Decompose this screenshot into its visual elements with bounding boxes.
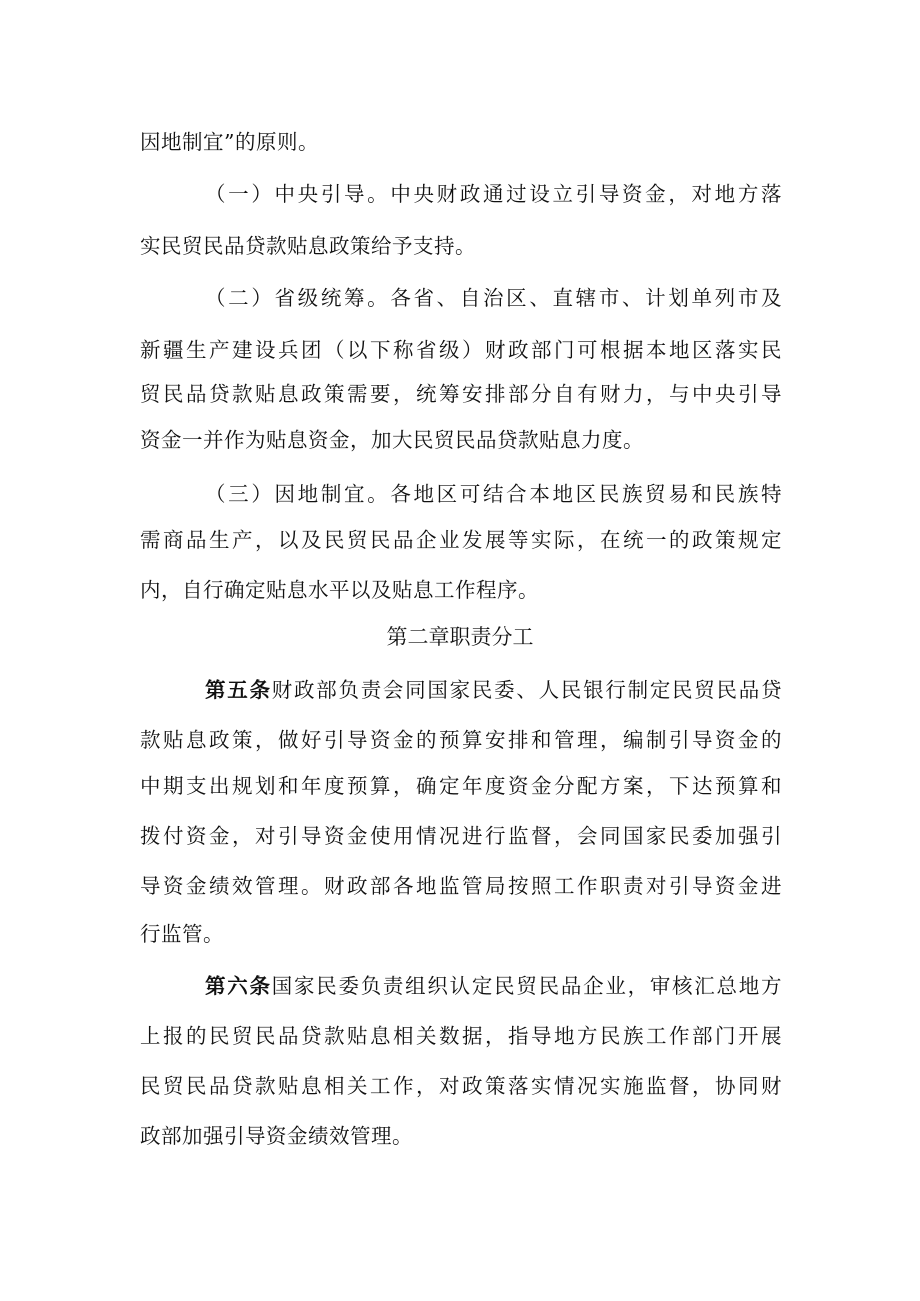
principle-2-line: 资金一并作为贴息资金，加大民贸民品贷款贴息力度。 [140, 428, 644, 452]
article-5-line: 中期支出规划和年度预算，确定年度资金分配方案，下达预算和 [140, 774, 782, 798]
principle-1-line: （一）中央引导。中央财政通过设立引导资金，对地方落 [205, 182, 782, 206]
article-6-first-line [205, 966, 782, 1006]
article-5-label: 第五条 [205, 678, 272, 702]
article-6-line: 政部加强引导资金绩效管理。 [140, 1124, 413, 1148]
principle-3-line: （三）因地制宜。各地区可结合本地区民族贸易和民族特 [205, 482, 782, 506]
article-5-line: 行监管。 [140, 922, 224, 946]
article-5-text: 财政部负责会同国家民委、人民银行制定民贸民品贷 [271, 678, 783, 702]
article-5-line: 导资金绩效管理。财政部各地监管局按照工作职责对引导资金进 [140, 874, 782, 898]
article-6-label: 第六条 [205, 974, 272, 998]
chapter-heading: 第二章职责分工 [386, 625, 534, 649]
article-6-line: 上报的民贸民品贷款贴息相关数据，指导地方民族工作部门开展 [140, 1024, 782, 1048]
article-6-text: 国家民委负责组织认定民贸民品企业，审核汇总地方 [271, 974, 783, 998]
article-5-line: 款贴息政策，做好引导资金的预算安排和管理，编制引导资金的 [140, 728, 782, 752]
principle-2-line: 新疆生产建设兵团（以下称省级）财政部门可根据本地区落实民 [140, 338, 782, 362]
article-6-line: 民贸民品贷款贴息相关工作，对政策落实情况实施监督，协同财 [140, 1074, 782, 1098]
article-5-line: 拨付资金，对引导资金使用情况进行监督，会同国家民委加强引 [140, 824, 782, 848]
carryover-line: 因地制宜”的原则。 [140, 130, 319, 154]
principle-2-line: （二）省级统筹。各省、自治区、直辖市、计划单列市及 [205, 286, 782, 310]
principle-2-line: 贸民品贷款贴息政策需要，统筹安排部分自有财力，与中央引导 [140, 382, 782, 406]
principle-3-line: 内，自行确定贴息水平以及贴息工作程序。 [140, 578, 539, 602]
article-5-first-line [205, 670, 782, 710]
principle-1-line: 实民贸民品贷款贴息政策给予支持。 [140, 234, 476, 258]
principle-3-line: 需商品生产，以及民贸民品企业发展等实际，在统一的政策规定 [140, 528, 782, 552]
